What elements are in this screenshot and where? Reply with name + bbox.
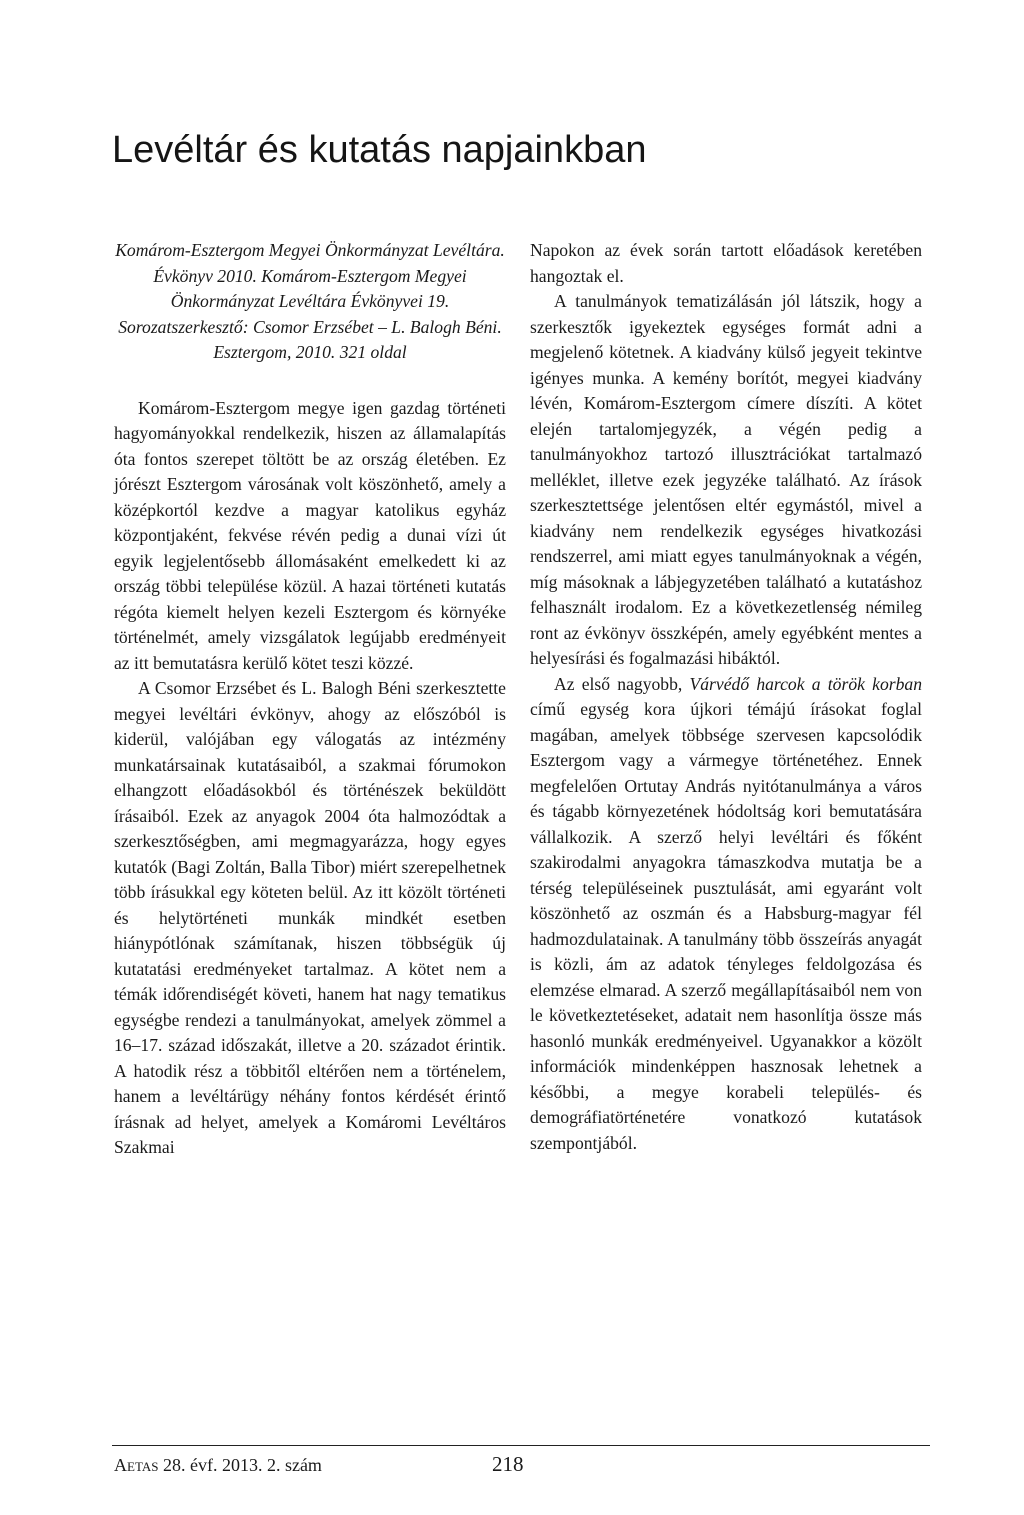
- paragraph-text: Az első nagyobb,: [554, 673, 690, 694]
- body-paragraph: A tanulmányok tematizálásán jól látszik, hogy a szerkesztők igyekeztek egységes formát adni a megjelenő kötetnek. A kiadvány külső jegyeit tekintve igényes munka. A kemény borítót, megyei kiadvány lévén, Komárom-Esztergom címere díszíti. A kötet elején tartalomjegyzék, a végén pedig a tanulmányokhoz tartozó illusztrációkat tartalmazó melléklet, illetve ezek jegyzéke található. Az írások szerkesztettsége jelentősen eltér egymástól, mivel a kiadvány nem rendelkezik egységes hivatkozási rendszerrel, ami miatt egyes tanulmányoknak a végén, míg másoknak a lábjegyzetében található a kutatáshoz felhasznált irodalom. Ez a következetlenség némileg ront az évkönyv összképén, amely egyébként mentes a helyesírási és fogalmazási hibáktól.: [530, 291, 922, 668]
- body-paragraph: [530, 672, 922, 1157]
- footer-journal-info: [114, 1452, 322, 1478]
- body-paragraph: A Csomor Erzsébet és L. Balogh Béni szerkesztette megyei levéltári évkönyv, ahogy az előszóból is kiderül, valójában egy válogatás az intézmény munkatársainak kutatásaiból, a szakmai fórumokon elhangzott előadásokból és történészek beküldött írásaiból. Ezek az anyagok 2004 óta halmozódtak a szerkesztőségben, ami megmagyarázza, hogy egyes kutatók (Bagi Zoltán, Balla Tibor) miért szerepelhetnek több írásukkal egy köteten belül. Az itt közölt történeti és helytörténeti munkák mindkét esetben hiánypótlónak számítanak, hiszen többségük új kutatatási eredményeket tartalmaz. A kötet nem a témák időrendiségét követi, hanem hat nagy tematikus egységbe rendezi a tanulmányokat, amelyek zömmel a 16–17. század időszakát, illetve a 20. századot érintik. A hatodik rész a többitől eltérően nem a történelem, hanem a levéltárügy néhány fontos kérdését érintő írásnak ad helyet, amelyek a Komáromi Levéltáros Szakmai: [114, 678, 506, 1157]
- page-number: 218: [492, 1452, 524, 1476]
- body-paragraph: Napokon az évek során tartott előadások keretében hangoztak el.: [530, 240, 922, 286]
- journal-issue: 28. évf. 2013. 2. szám: [162, 1455, 322, 1475]
- book-citation: Komárom-Esztergom Megyei Önkormányzat Levéltára. Évkönyv 2010. Komárom-Esztergom Megyei Önkormányzat Levéltára Évkönyvei 19. Sorozatszerkesztő: Csomor Erzsébet – L. Balogh Béni. Esztergom, 2010. 321 oldal: [115, 240, 505, 362]
- left-column: [114, 238, 506, 1161]
- section-title-italic: Várvédő harcok a török korban: [689, 673, 922, 694]
- journal-name: Aetas: [114, 1455, 159, 1475]
- paragraph-text: című egység kora újkori témájú írásokat foglal magában, amelyek többsége szervesen kapcsolódik Esztergom vagy a vármegye történetéhez. Ennek megfelelően Ortutay András nyitótanulmánya a város és tágabb környezetének hódoltság kori bemutatására vállalkozik. A szerző helyi levéltári és főként szakirodalmi anyagokra támaszkodva mutatja be a térség településeinek pusztulását, ami egyaránt volt köszönhető az oszmán és a Habsburg-magyar fél hadmozdulatainak. A tanulmány több összeírás anyagát is közli, ám az adatok tényleges feldolgozása és elemzése elmarad. A szerző megállapításaiból nem von le következtetéseket, adatait nem hasonlítja össze más hasonló munkák eredményeivel. Ugyanakkor a közölt információk mindenképpen hasznosak lehetnek a későbbi, a megye korabeli település- és demográfiatörténetére vonatkozó kutatások szempontjából.: [530, 699, 922, 1153]
- body-paragraph: Komárom-Esztergom megye igen gazdag történeti hagyományokkal rendelkezik, hiszen az államalapítás óta fontos szerepet töltött be az ország életében. Ez jórészt Esztergom városának volt köszönhető, amely a középkortól kezdve a magyar katolikus egyház központjaként, fekvése révén pedig a dunai vízi út egyik legjelentősebb állomásaként emelkedett ki az ország többi települése közül. A hazai történeti kutatás régóta kiemelt helyen kezeli Esztergom és környéke történelmét, amely vizsgálatok legújabb eredményeit az itt bemutatásra kerülő kötet teszi közzé.: [114, 397, 506, 673]
- footer-rule: [112, 1445, 930, 1446]
- right-column: [530, 238, 922, 1156]
- page-title: Levéltár és kutatás napjainkban: [112, 129, 647, 171]
